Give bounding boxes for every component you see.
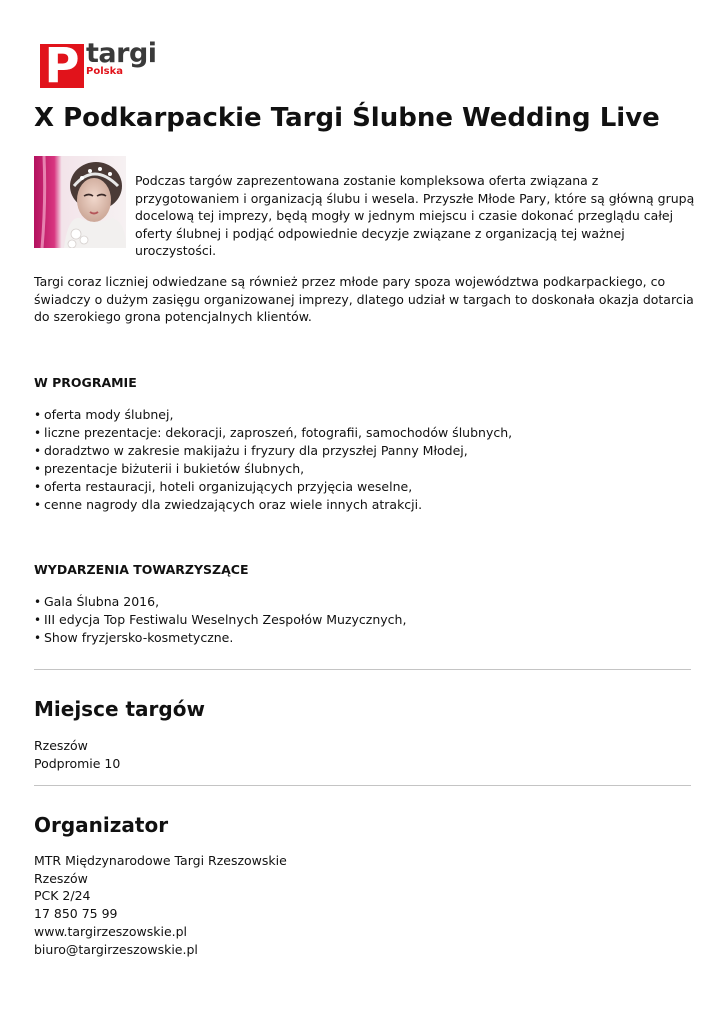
page-title: X Podkarpackie Targi Ślubne Wedding Live: [34, 103, 660, 133]
site-logo[interactable]: [40, 38, 160, 94]
venue-address: [34, 737, 120, 772]
list-item: • III edycja Top Festiwalu Weselnych Zespołów Muzycznych,: [34, 611, 406, 629]
organizer-heading: Organizator: [34, 813, 169, 837]
venue-heading: Miejsce targów: [34, 697, 205, 721]
venue-street: Podpromie 10: [34, 755, 121, 771]
organizer-website-link[interactable]: www.targirzeszowskie.pl: [34, 923, 188, 939]
list-item: • doradztwo w zakresie makijażu i fryzury dla przyszłej Panny Młodej,: [34, 442, 512, 460]
events-list: [34, 593, 406, 647]
list-item: • oferta restauracji, hoteli organizujących przyjęcia weselne,: [34, 478, 512, 496]
bride-photo: [34, 156, 126, 248]
organizer-phone: 17 850 75 99: [34, 906, 118, 922]
divider: [34, 785, 691, 786]
organizer-city: Rzeszów: [34, 870, 88, 886]
logo-wordmark: targi: [86, 38, 157, 69]
description-paragraph: Targi coraz liczniej odwiedzane są również przez młode pary spoza województwa podkarpackiego, co świadczy o dużym zasięgu organizowanej imprezy, dlatego udział w targach to doskonała okazja dotarcia do szerokiego grona potencjalnych klientów.: [34, 274, 694, 324]
organizer-street: PCK 2/24: [34, 888, 91, 904]
events-heading: WYDARZENIA TOWARZYSZĄCE: [34, 562, 249, 577]
logo-subtitle: Polska: [86, 66, 123, 77]
program-heading: W PROGRAMIE: [34, 375, 137, 390]
logo-letter: P: [44, 38, 80, 94]
list-item: • cenne nagrody dla zwiedzających oraz wiele innych atrakcji.: [34, 496, 512, 514]
list-item: • Show fryzjersko-kosmetyczne.: [34, 629, 406, 647]
list-item: • Gala Ślubna 2016,: [34, 593, 406, 611]
venue-city: Rzeszów: [34, 738, 88, 753]
list-item: • prezentacje biżuterii i bukietów ślubnych,: [34, 460, 512, 478]
program-list: [34, 406, 512, 514]
divider: [34, 669, 691, 670]
organizer-name: MTR Międzynarodowe Targi Rzeszowskie: [34, 853, 287, 868]
list-item: • oferta mody ślubnej,: [34, 406, 512, 424]
logo-mark: [40, 38, 84, 94]
list-item: • liczne prezentacje: dekoracji, zaproszeń, fotografii, samochodów ślubnych,: [34, 424, 512, 442]
organizer-details: [34, 852, 287, 958]
intro-paragraph: Podczas targów zaprezentowana zostanie kompleksowa oferta związana z przygotowaniem i organizacją ślubu i wesela. Przyszłe Młode Pary, które są główną grupą docelową tej imprezy, będą mogły w jednym miejscu i czasie dokonać przeglądu całej oferty ślubnej i podjąć odpowiednie decyzje związane z organizacją tej ważnej uroczystości.: [135, 173, 695, 258]
organizer-email-link[interactable]: biuro@targirzeszowskie.pl: [34, 941, 198, 957]
